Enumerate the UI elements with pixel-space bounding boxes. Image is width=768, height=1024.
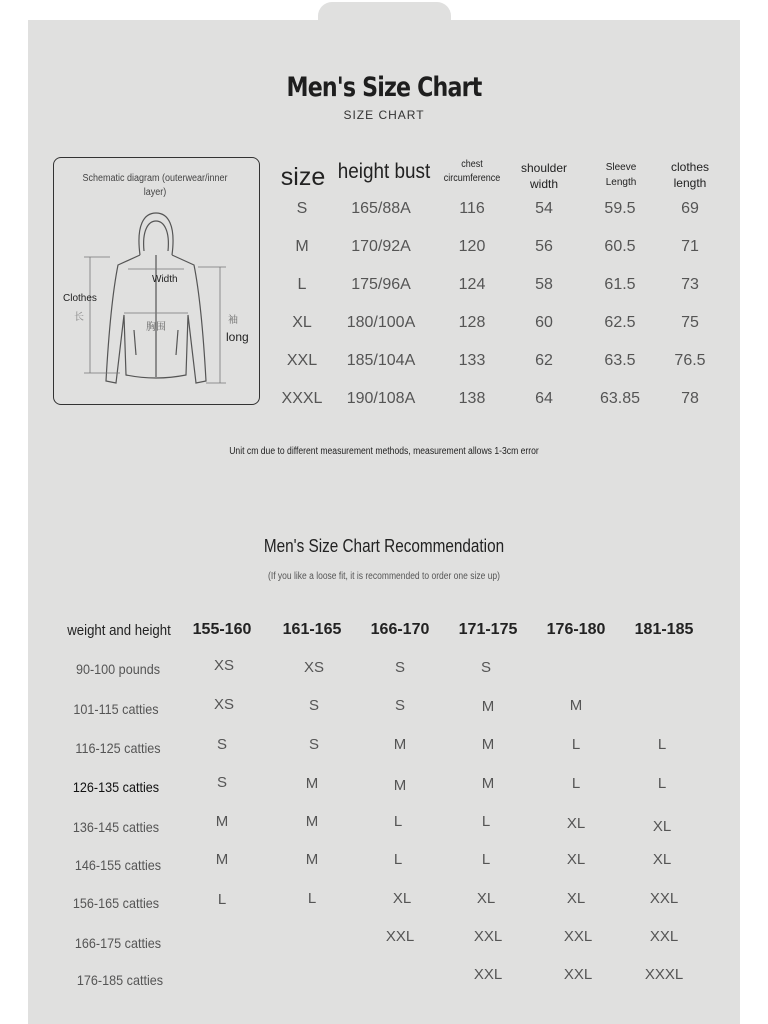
- shoulder-cell: 54: [535, 200, 553, 217]
- size-cell: M: [295, 238, 309, 255]
- recommended-size-cell: XXXL: [644, 966, 684, 983]
- recommended-size-cell: XXL: [385, 928, 415, 945]
- diagram-chest-cn-label: 胸围: [146, 322, 166, 333]
- weight-row-label: 156-165 catties: [72, 895, 160, 911]
- recommended-size-cell: L: [307, 890, 317, 907]
- height-bust-cell: 185/104A: [346, 352, 416, 369]
- height-bust-cell: 170/92A: [351, 238, 411, 255]
- recommended-size-cell: M: [305, 813, 319, 830]
- recommended-size-cell: M: [215, 813, 229, 830]
- recommended-size-cell: L: [571, 736, 581, 753]
- recommended-size-cell: L: [481, 813, 491, 830]
- shoulder-cell: 56: [535, 238, 553, 255]
- recommended-size-cell: XL: [566, 851, 586, 868]
- recommended-size-cell: M: [569, 697, 583, 714]
- recommended-size-cell: M: [481, 736, 495, 753]
- recommended-size-cell: M: [393, 736, 407, 753]
- sleeve-cell: 63.85: [599, 390, 641, 407]
- recommended-size-cell: L: [657, 736, 667, 753]
- chest-cell: 120: [458, 238, 486, 255]
- shoulder-cell: 58: [535, 276, 553, 293]
- height-col-header: 171-175: [458, 621, 518, 638]
- recommended-size-cell: L: [393, 813, 403, 830]
- recommended-size-cell: M: [481, 698, 495, 715]
- recommendation-title: Men's Size Chart Recommendation: [263, 536, 505, 556]
- height-bust-cell: 190/108A: [346, 390, 416, 407]
- weight-row-label: 176-185 catties: [76, 972, 164, 988]
- diagram-clothes-label: Clothes: [63, 293, 97, 304]
- sleeve-cell: 59.5: [604, 200, 636, 217]
- recommended-size-cell: S: [216, 736, 227, 753]
- height-col-header: 176-180: [546, 621, 606, 638]
- sleeve-cell: 62.5: [604, 314, 636, 331]
- recommended-size-cell: XS: [303, 659, 324, 676]
- recommended-size-cell: XXL: [649, 928, 679, 945]
- diagram-caption: Schematic diagram (outerwear/inner layer): [82, 173, 228, 198]
- length-cell: 69: [681, 200, 699, 217]
- recommended-size-cell: XL: [476, 890, 496, 907]
- size-cell: XXL: [286, 352, 318, 369]
- recommended-size-cell: M: [305, 851, 319, 868]
- recommended-size-cell: XL: [566, 890, 586, 907]
- recommended-size-cell: XS: [213, 696, 234, 713]
- recommended-size-cell: XXL: [473, 928, 503, 945]
- chest-cell: 128: [458, 314, 486, 331]
- sleeve-cell: 63.5: [604, 352, 636, 369]
- recommended-size-cell: S: [480, 659, 491, 676]
- weight-row-label: 136-145 catties: [72, 819, 160, 835]
- diagram-sleeve-cn-label: 袖: [228, 315, 238, 326]
- weight-height-header: weight and height: [67, 622, 171, 639]
- height-col-header: 161-165: [282, 621, 342, 638]
- chest-cell: 124: [458, 276, 486, 293]
- recommended-size-cell: S: [394, 697, 405, 714]
- recommended-size-cell: XL: [652, 818, 672, 835]
- recommendation-subtitle: (If you like a loose fit, it is recommended to order one size up): [268, 571, 500, 582]
- shoulder-cell: 62: [535, 352, 553, 369]
- length-cell: 75: [681, 314, 699, 331]
- sleeve-header: Sleeve Length: [605, 162, 637, 188]
- weight-row-label: 166-175 catties: [74, 935, 162, 951]
- recommended-size-cell: XXL: [649, 890, 679, 907]
- recommended-size-cell: XXL: [473, 966, 503, 983]
- recommended-size-cell: M: [215, 851, 229, 868]
- height-bust-cell: 175/96A: [351, 276, 411, 293]
- top-tab: [318, 2, 451, 32]
- chest-cell: 116: [459, 200, 485, 217]
- chest-cell: 133: [458, 352, 486, 369]
- weight-row-label: 116-125 catties: [75, 740, 161, 756]
- height-bust-cell: 180/100A: [346, 314, 416, 331]
- measurement-note: Unit cm due to different measurement methods, measurement allows 1-3cm error: [229, 446, 539, 457]
- length-cell: 73: [681, 276, 699, 293]
- height-bust-header: height bust: [337, 160, 431, 183]
- size-cell: XL: [292, 314, 312, 331]
- length-cell: 71: [681, 238, 699, 255]
- recommended-size-cell: XXL: [563, 966, 593, 983]
- recommended-size-cell: XXL: [563, 928, 593, 945]
- recommended-size-cell: S: [216, 774, 227, 791]
- sleeve-cell: 60.5: [604, 238, 636, 255]
- page-title: Men's Size Chart: [286, 72, 482, 103]
- weight-row-label: 101-115 catties: [73, 701, 159, 717]
- height-bust-cell: 165/88A: [351, 200, 411, 217]
- chest-header: chest circumference: [443, 159, 501, 184]
- recommended-size-cell: L: [571, 775, 581, 792]
- recommended-size-cell: XL: [392, 890, 412, 907]
- jacket-illustration: [80, 205, 250, 395]
- recommended-size-cell: S: [308, 736, 319, 753]
- shoulder-cell: 64: [535, 390, 553, 407]
- page-subtitle: SIZE CHART: [343, 108, 425, 122]
- size-cell: XXXL: [281, 390, 323, 407]
- recommended-size-cell: L: [393, 851, 403, 868]
- recommended-size-cell: M: [393, 777, 407, 794]
- recommended-size-cell: L: [657, 775, 667, 792]
- diagram-long-label: long: [226, 330, 249, 344]
- height-col-header: 166-170: [370, 621, 430, 638]
- size-cell: S: [296, 200, 308, 217]
- height-col-header: 181-185: [634, 621, 694, 638]
- recommended-size-cell: M: [481, 775, 495, 792]
- weight-row-label: 146-155 catties: [74, 857, 162, 873]
- recommended-size-cell: L: [217, 891, 227, 908]
- recommended-size-cell: XS: [213, 657, 234, 674]
- shoulder-cell: 60: [535, 314, 553, 331]
- recommended-size-cell: XL: [566, 815, 586, 832]
- recommended-size-cell: L: [481, 851, 491, 868]
- recommended-size-cell: S: [394, 659, 405, 676]
- length-cell: 76.5: [674, 352, 706, 369]
- size-header: size: [280, 163, 326, 191]
- sleeve-cell: 61.5: [604, 276, 636, 293]
- shoulder-header: shoulder width: [520, 161, 568, 191]
- diagram-width-label: Width: [152, 274, 178, 285]
- weight-row-label: 90-100 pounds: [75, 661, 161, 677]
- clothes-length-header: clothes length: [670, 160, 710, 190]
- height-col-header: 155-160: [192, 621, 252, 638]
- recommended-size-cell: S: [308, 697, 319, 714]
- size-cell: L: [297, 276, 307, 293]
- recommended-size-cell: M: [305, 775, 319, 792]
- diagram-clothes-cn-label: 长: [74, 312, 84, 323]
- weight-row-label: 126-135 catties: [72, 779, 160, 795]
- chest-cell: 138: [458, 390, 486, 407]
- recommended-size-cell: XL: [652, 851, 672, 868]
- length-cell: 78: [681, 390, 699, 407]
